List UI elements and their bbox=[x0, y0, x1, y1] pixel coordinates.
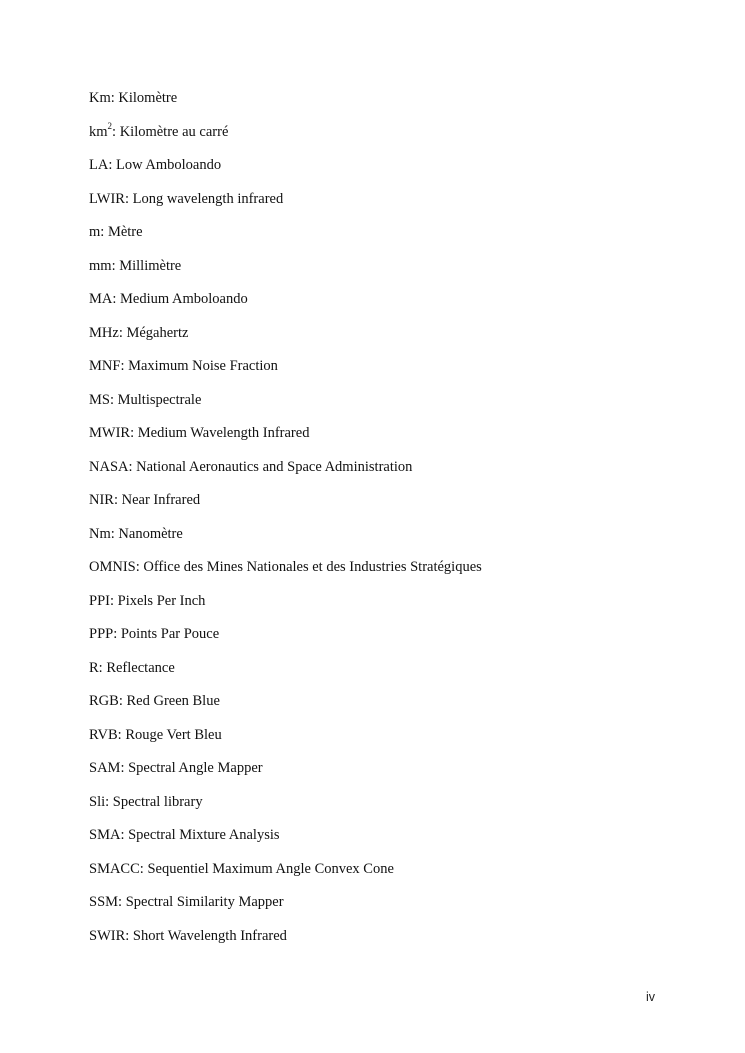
abbreviation-separator: : bbox=[112, 291, 121, 307]
abbreviation-entry bbox=[89, 356, 482, 390]
abbreviation-definition: Multispectrale bbox=[117, 391, 202, 408]
abbreviation-entry bbox=[89, 892, 482, 926]
abbreviation-separator: : bbox=[100, 224, 108, 240]
abbreviation-entry bbox=[89, 189, 482, 223]
abbreviation-definition: Nanomètre bbox=[118, 525, 183, 542]
abbreviation-term: OMNIS bbox=[89, 559, 136, 575]
abbreviation-term: RVB bbox=[89, 726, 118, 743]
abbreviation-separator: : bbox=[109, 592, 118, 609]
abbreviation-entry bbox=[89, 591, 482, 625]
abbreviation-entry bbox=[89, 457, 482, 491]
abbreviation-definition: National Aeronautics and Space Administration bbox=[136, 458, 413, 475]
abbreviation-entry bbox=[89, 524, 482, 558]
abbreviation-definition: Spectral Mixture Analysis bbox=[128, 827, 280, 843]
abbreviation-term: MNF bbox=[89, 358, 121, 374]
abbreviation-term: MHz bbox=[89, 324, 119, 341]
abbreviation-superscript: 2 bbox=[107, 120, 113, 131]
abbreviation-definition: Red Green Blue bbox=[126, 693, 220, 709]
abbreviation-term: Sli bbox=[89, 793, 106, 810]
abbreviation-definition: Near Infrared bbox=[121, 492, 201, 508]
abbreviation-entry bbox=[89, 691, 482, 725]
abbreviation-separator: : bbox=[117, 726, 126, 743]
abbreviation-entry bbox=[89, 155, 482, 189]
abbreviation-definition: Millimètre bbox=[119, 257, 182, 274]
abbreviation-term: NASA bbox=[89, 458, 129, 475]
abbreviation-entry bbox=[89, 323, 482, 357]
abbreviation-definition: Long wavelength infrared bbox=[132, 190, 284, 207]
abbreviation-definition: Spectral library bbox=[112, 793, 203, 810]
abbreviation-separator: : bbox=[111, 257, 120, 274]
abbreviation-entry bbox=[89, 88, 482, 122]
abbreviation-entry bbox=[89, 658, 482, 692]
abbreviation-separator: : bbox=[113, 626, 121, 642]
abbreviation-definition: Pixels Per Inch bbox=[117, 592, 206, 609]
abbreviation-term: LA bbox=[89, 157, 109, 173]
abbreviation-separator: : bbox=[118, 894, 126, 910]
abbreviation-separator: : bbox=[124, 190, 133, 207]
abbreviation-term: Km bbox=[89, 90, 111, 106]
abbreviation-definition: Short Wavelength Infrared bbox=[132, 927, 287, 944]
page-number: iv bbox=[646, 990, 656, 1004]
abbreviation-term: PPP bbox=[89, 626, 114, 642]
abbreviation-separator: : bbox=[109, 391, 118, 408]
abbreviation-entry bbox=[89, 557, 482, 591]
abbreviation-separator: : bbox=[98, 659, 107, 676]
abbreviation-definition: Sequentiel Maximum Angle Convex Cone bbox=[147, 860, 394, 877]
abbreviation-definition: Points Par Pouce bbox=[120, 626, 220, 642]
abbreviation-entry bbox=[89, 825, 482, 859]
abbreviation-separator: : bbox=[105, 793, 113, 810]
abbreviation-definition: Office des Mines Nationales et des Industries Stratégiques bbox=[143, 559, 482, 575]
abbreviation-definition: Kilomètre bbox=[118, 90, 178, 106]
abbreviation-term: Nm bbox=[89, 525, 111, 542]
abbreviation-entry bbox=[89, 624, 482, 658]
abbreviation-term: MS bbox=[89, 391, 110, 408]
abbreviation-definition: Reflectance bbox=[106, 659, 175, 676]
abbreviation-entry bbox=[89, 289, 482, 323]
abbreviation-definition: Medium Wavelength Infrared bbox=[137, 425, 310, 441]
abbreviation-separator: : bbox=[108, 157, 116, 173]
abbreviation-term: SMACC bbox=[89, 860, 140, 877]
abbreviation-entry bbox=[89, 926, 482, 960]
abbreviation-separator: : bbox=[139, 860, 148, 877]
abbreviation-definition: Mètre bbox=[107, 224, 143, 240]
abbreviation-separator: : bbox=[120, 760, 129, 776]
abbreviation-term: km bbox=[89, 123, 108, 140]
abbreviation-definition: Kilomètre au carré bbox=[119, 123, 229, 140]
abbreviation-definition: Maximum Noise Fraction bbox=[128, 358, 278, 374]
abbreviation-separator: : bbox=[112, 123, 120, 140]
abbreviation-term: NIR bbox=[89, 492, 114, 508]
abbreviation-separator: : bbox=[128, 458, 137, 475]
abbreviation-entry bbox=[89, 423, 482, 457]
abbreviation-separator: : bbox=[120, 827, 129, 843]
abbreviation-entry bbox=[89, 792, 482, 826]
abbreviation-term: R bbox=[89, 659, 99, 676]
abbreviation-entry bbox=[89, 859, 482, 893]
abbreviation-entry bbox=[89, 490, 482, 524]
abbreviation-separator: : bbox=[118, 693, 127, 709]
abbreviation-term: SSM bbox=[89, 894, 119, 910]
abbreviation-term: MA bbox=[89, 291, 113, 307]
abbreviation-term: mm bbox=[89, 257, 112, 274]
abbreviation-entry bbox=[89, 222, 482, 256]
abbreviation-term: LWIR bbox=[89, 190, 125, 207]
abbreviation-term: m bbox=[89, 224, 101, 240]
abbreviation-definition: Mégahertz bbox=[126, 324, 189, 341]
abbreviation-term: RGB bbox=[89, 693, 119, 709]
abbreviation-list bbox=[89, 88, 482, 959]
abbreviation-term: MWIR bbox=[89, 425, 131, 441]
abbreviation-term: PPI bbox=[89, 592, 110, 609]
abbreviation-separator: : bbox=[135, 559, 144, 575]
abbreviation-separator: : bbox=[130, 425, 138, 441]
abbreviation-separator: : bbox=[110, 90, 119, 106]
abbreviation-term: SWIR bbox=[89, 927, 126, 944]
abbreviation-entry bbox=[89, 122, 482, 156]
abbreviation-definition: Rouge Vert Bleu bbox=[125, 726, 222, 743]
abbreviation-term: SAM bbox=[89, 760, 121, 776]
abbreviation-entry bbox=[89, 390, 482, 424]
abbreviation-separator: : bbox=[113, 492, 122, 508]
abbreviation-separator: : bbox=[118, 324, 127, 341]
abbreviation-separator: : bbox=[110, 525, 119, 542]
abbreviation-term: SMA bbox=[89, 827, 121, 843]
abbreviation-definition: Spectral Angle Mapper bbox=[128, 760, 263, 776]
abbreviation-definition: Low Amboloando bbox=[116, 157, 222, 173]
abbreviation-entry bbox=[89, 256, 482, 290]
abbreviation-separator: : bbox=[125, 927, 133, 944]
abbreviation-entry bbox=[89, 758, 482, 792]
abbreviation-separator: : bbox=[120, 358, 129, 374]
abbreviation-entry bbox=[89, 725, 482, 759]
abbreviation-definition: Spectral Similarity Mapper bbox=[125, 894, 284, 910]
abbreviation-definition: Medium Amboloando bbox=[120, 291, 248, 307]
